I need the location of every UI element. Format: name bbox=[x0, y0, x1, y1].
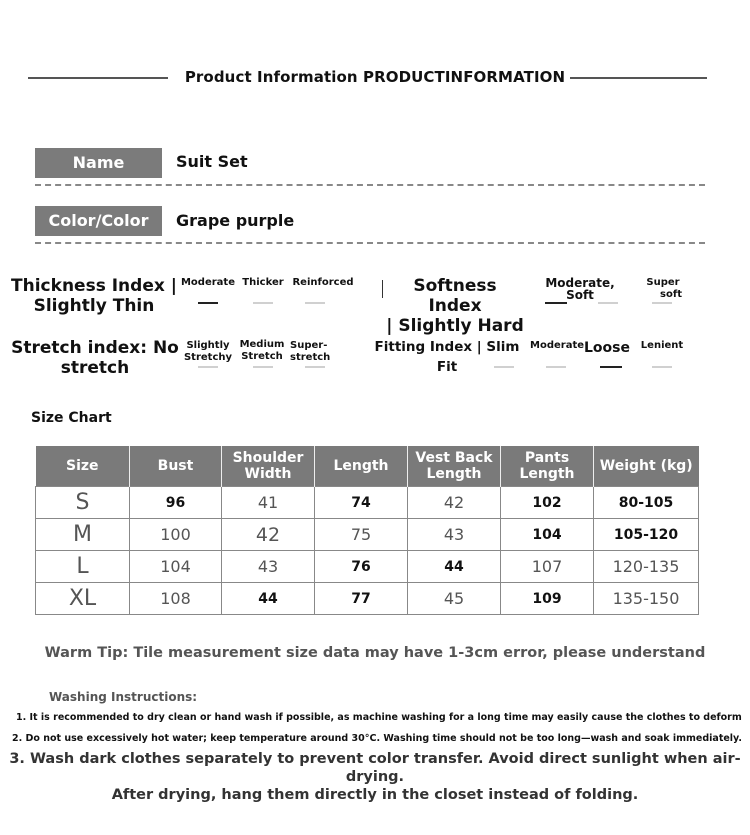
header-shoulder-l2: Width bbox=[244, 466, 292, 482]
header-vest-l2: Length bbox=[426, 466, 482, 482]
header-size: Size bbox=[65, 458, 99, 474]
washing-title: Washing Instructions: bbox=[49, 690, 198, 704]
table-cell: 135-150 bbox=[594, 583, 699, 615]
washing-item-3-line2: After drying, hang them directly in the closet instead of folding. bbox=[111, 787, 639, 803]
table-cell: 76 bbox=[315, 551, 408, 583]
table-cell: 43 bbox=[408, 519, 501, 551]
softness-indicator-moderate bbox=[545, 302, 567, 304]
stretch-option-slightly-line2: Stretchy bbox=[183, 352, 233, 363]
thickness-label-line1: Thickness Index | bbox=[11, 276, 177, 296]
table-header-cell bbox=[315, 446, 408, 487]
table-header-cell bbox=[36, 446, 130, 487]
fitting-indicator-loose bbox=[600, 366, 622, 368]
table-cell: 109 bbox=[501, 583, 594, 615]
header-bust: Bust bbox=[157, 458, 194, 474]
stretch-option-medium bbox=[236, 339, 288, 363]
softness-option-moderate-soft: Moderate, Soft bbox=[545, 276, 615, 302]
divider bbox=[35, 242, 705, 244]
header-weight: Weight (kg) bbox=[599, 458, 693, 474]
thickness-option-moderate: Moderate bbox=[180, 277, 235, 288]
fitting-indicator-lenient bbox=[652, 366, 672, 368]
table-cell: 77 bbox=[315, 583, 408, 615]
stretch-option-slightly-line1: Slightly bbox=[186, 340, 230, 351]
thickness-indicator-thicker bbox=[253, 302, 273, 304]
table-cell: S bbox=[36, 487, 130, 519]
table-cell: 96 bbox=[130, 487, 222, 519]
softness-divider-icon bbox=[382, 280, 383, 298]
name-tag: Name bbox=[35, 148, 162, 178]
washing-item-3 bbox=[0, 750, 750, 804]
table-cell: 45 bbox=[408, 583, 501, 615]
stretch-option-slightly bbox=[182, 340, 234, 364]
thickness-option-thicker: Thicker bbox=[242, 277, 284, 288]
table-cell: 100 bbox=[130, 519, 222, 551]
softness-indicator-soft bbox=[598, 302, 618, 304]
table-cell: 44 bbox=[222, 583, 315, 615]
color-tag: Color/Color bbox=[35, 206, 162, 236]
fitting-option-loose: Loose bbox=[584, 340, 630, 356]
size-chart-title: Size Chart bbox=[31, 410, 112, 426]
table-cell: 74 bbox=[315, 487, 408, 519]
header-pants-l1: Pants bbox=[524, 450, 570, 466]
stretch-option-super-line1: Super- bbox=[290, 340, 328, 351]
thickness-label-line2: Slightly Thin bbox=[33, 296, 155, 316]
thickness-option-reinforced: Reinforced bbox=[292, 277, 354, 288]
stretch-indicator-super bbox=[305, 366, 325, 368]
thickness-indicator-reinforced bbox=[305, 302, 325, 304]
header-shoulder-l1: Shoulder bbox=[232, 450, 304, 466]
header-length: Length bbox=[333, 458, 389, 474]
stretch-indicator-medium bbox=[253, 366, 273, 368]
fitting-option-moderate: Moderate bbox=[530, 340, 585, 351]
fitting-label: Fitting Index | Slim Fit bbox=[374, 339, 520, 375]
table-cell: 42 bbox=[222, 519, 315, 551]
header-vest-l1: Vest Back bbox=[415, 450, 493, 466]
softness-option-super: Super bbox=[646, 277, 680, 288]
table-cell: M bbox=[36, 519, 130, 551]
thickness-indicator-moderate bbox=[198, 302, 218, 304]
stretch-label-line2: stretch bbox=[60, 358, 130, 378]
name-value: Suit Set bbox=[176, 152, 248, 171]
table-header-row bbox=[36, 446, 699, 487]
page-title: Product Information PRODUCTINFORMATION bbox=[184, 68, 566, 86]
stretch-option-super bbox=[290, 340, 336, 364]
fitting-indicator-moderate bbox=[546, 366, 566, 368]
table-cell: 108 bbox=[130, 583, 222, 615]
table-row bbox=[36, 583, 699, 615]
washing-item-3-line1: 3. Wash dark clothes separately to prevent color transfer. Avoid direct sunlight when air-drying. bbox=[9, 751, 741, 785]
softness-option-soft: soft bbox=[660, 289, 682, 300]
stretch-option-medium-line2: Stretch bbox=[241, 351, 283, 362]
table-header-cell bbox=[501, 446, 594, 487]
softness-label-line2: | Slightly Hard bbox=[386, 316, 524, 336]
table-cell: L bbox=[36, 551, 130, 583]
table-row bbox=[36, 519, 699, 551]
table-cell: 104 bbox=[501, 519, 594, 551]
stretch-option-medium-line1: Medium bbox=[239, 339, 285, 350]
stretch-label bbox=[10, 338, 180, 378]
warm-tip: Warm Tip: Tile measurement size data may have 1-3cm error, please understand bbox=[44, 645, 706, 661]
table-cell: 44 bbox=[408, 551, 501, 583]
header-line-right bbox=[570, 77, 707, 79]
softness-label bbox=[386, 276, 524, 336]
washing-item-2: 2. Do not use excessively hot water; keep temperature around 30°C. Washing time should not be too long—wash and soak immediately. bbox=[12, 733, 742, 744]
table-cell: 102 bbox=[501, 487, 594, 519]
table-cell: 42 bbox=[408, 487, 501, 519]
table-header-cell bbox=[222, 446, 315, 487]
fitting-indicator-slim bbox=[494, 366, 514, 368]
stretch-indicator-slightly bbox=[198, 366, 218, 368]
washing-item-1: 1. It is recommended to dry clean or hand wash if possible, as machine washing for a long time may easily cause the clothes to deform bbox=[16, 712, 742, 723]
table-row bbox=[36, 487, 699, 519]
header-pants-l2: Length bbox=[519, 466, 575, 482]
table-cell: XL bbox=[36, 583, 130, 615]
table-cell: 104 bbox=[130, 551, 222, 583]
table-cell: 43 bbox=[222, 551, 315, 583]
table-cell: 120-135 bbox=[594, 551, 699, 583]
table-cell: 107 bbox=[501, 551, 594, 583]
softness-indicator-super-soft bbox=[652, 302, 672, 304]
fitting-option-lenient: Lenient bbox=[640, 340, 684, 351]
table-header-cell bbox=[130, 446, 222, 487]
table-cell: 105-120 bbox=[594, 519, 699, 551]
divider bbox=[35, 184, 705, 186]
stretch-option-super-line2: stretch bbox=[290, 352, 331, 363]
table-cell: 41 bbox=[222, 487, 315, 519]
stretch-label-line1: Stretch index: No bbox=[11, 338, 179, 358]
table-header-cell bbox=[408, 446, 501, 487]
thickness-label bbox=[10, 276, 178, 316]
softness-label-line1: Softness Index bbox=[413, 276, 497, 316]
color-value: Grape purple bbox=[176, 211, 295, 230]
table-cell: 80-105 bbox=[594, 487, 699, 519]
table-cell: 75 bbox=[315, 519, 408, 551]
size-chart-table bbox=[35, 446, 699, 615]
table-header-cell bbox=[594, 446, 699, 487]
table-row bbox=[36, 551, 699, 583]
